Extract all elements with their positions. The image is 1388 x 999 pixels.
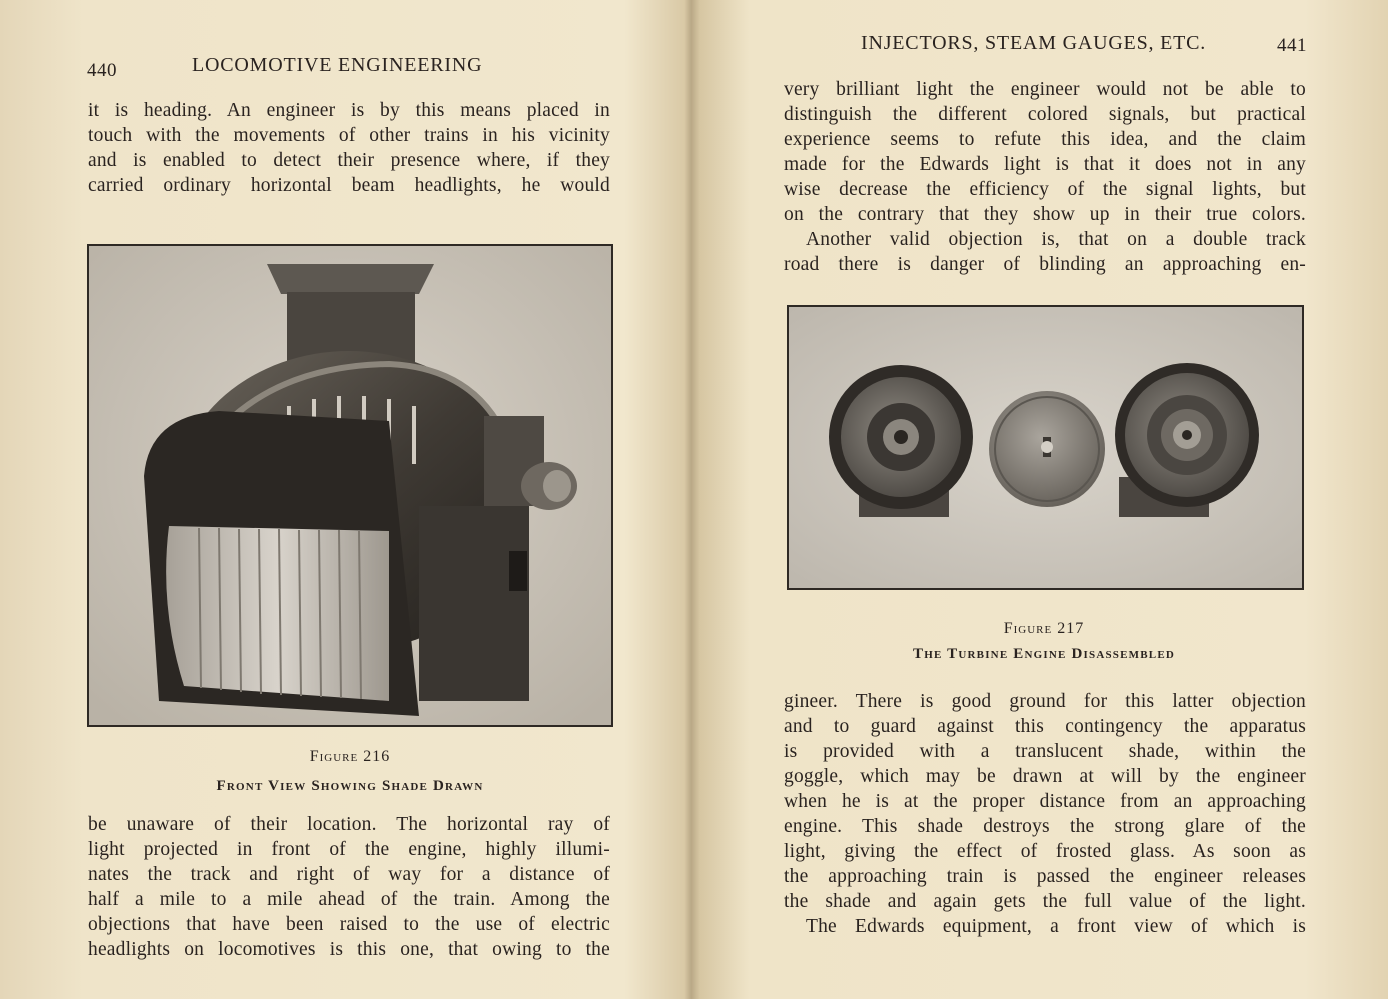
- figure-217-photo: [787, 305, 1304, 590]
- text-line: light, giving the effect of frosted glass. As soon as: [784, 841, 1306, 862]
- text-line: it is heading. An engineer is by this means placed in: [88, 100, 610, 121]
- turbine-parts-illustration: [789, 307, 1302, 588]
- figure-caption: Front View Showing Shade Drawn: [216, 778, 484, 794]
- text-line: be unaware of their location. The horizontal ray of: [88, 814, 610, 835]
- text-line: nates the track and right of way for a distance of: [88, 864, 610, 885]
- text-line: objections that have been raised to the use of electric: [88, 914, 610, 935]
- paragraph-bottom: [88, 812, 610, 962]
- text-line: on the contrary that they show up in their true colors.: [784, 204, 1306, 225]
- text-line: half a mile to a mile ahead of the train. Among the: [88, 889, 610, 910]
- figure-caption: The Turbine Engine Disassembled: [912, 646, 1176, 662]
- text-line: road there is danger of blinding an approaching en-: [784, 254, 1306, 275]
- text-line: when he is at the proper distance from an approaching: [784, 791, 1306, 812]
- text-line: touch with the movements of other trains in his vicinity: [88, 125, 610, 146]
- paragraph-top: [88, 98, 610, 198]
- paragraph-bottom: [784, 689, 1306, 939]
- text-line: and to guard against this contingency the apparatus: [784, 716, 1306, 737]
- text-line: goggle, which may be drawn at will by the engineer: [784, 766, 1306, 787]
- right-page: [694, 0, 1388, 999]
- figure-number: Figure 217: [1003, 620, 1085, 637]
- text-line: headlights on locomotives is this one, that owing to the: [88, 939, 610, 960]
- text-line: and is enabled to detect their presence where, if they: [88, 150, 610, 171]
- page-number: 441: [1277, 35, 1307, 56]
- figure-216-photo: [87, 244, 613, 727]
- text-line: Another valid objection is, that on a double track: [806, 229, 1306, 250]
- text-line: wise decrease the efficiency of the signal lights, but: [784, 179, 1306, 200]
- text-line: The Edwards equipment, a front view of which is: [806, 916, 1306, 937]
- text-line: experience seems to refute this idea, and the claim: [784, 129, 1306, 150]
- text-line: gineer. There is good ground for this latter objection: [784, 691, 1306, 712]
- text-line: made for the Edwards light is that it does not in any: [784, 154, 1306, 175]
- text-line: carried ordinary horizontal beam headlights, he would: [88, 175, 610, 196]
- figure-number: Figure 216: [309, 748, 391, 765]
- running-head: INJECTORS, STEAM GAUGES, ETC.: [861, 32, 1207, 54]
- text-line: is provided with a translucent shade, within the: [784, 741, 1306, 762]
- paragraph-top: [784, 77, 1306, 277]
- headlight-illustration: [89, 246, 611, 725]
- text-line: distinguish the different colored signals, but practical: [784, 104, 1306, 125]
- text-line: the shade and again gets the full value of the light.: [784, 891, 1306, 912]
- running-head: LOCOMOTIVE ENGINEERING: [192, 54, 483, 76]
- text-line: engine. This shade destroys the strong glare of the: [784, 816, 1306, 837]
- text-line: light projected in front of the engine, highly illumi-: [88, 839, 610, 860]
- page-number: 440: [87, 60, 117, 81]
- text-line: the approaching train is passed the engineer releases: [784, 866, 1306, 887]
- text-line: very brilliant light the engineer would not be able to: [784, 79, 1306, 100]
